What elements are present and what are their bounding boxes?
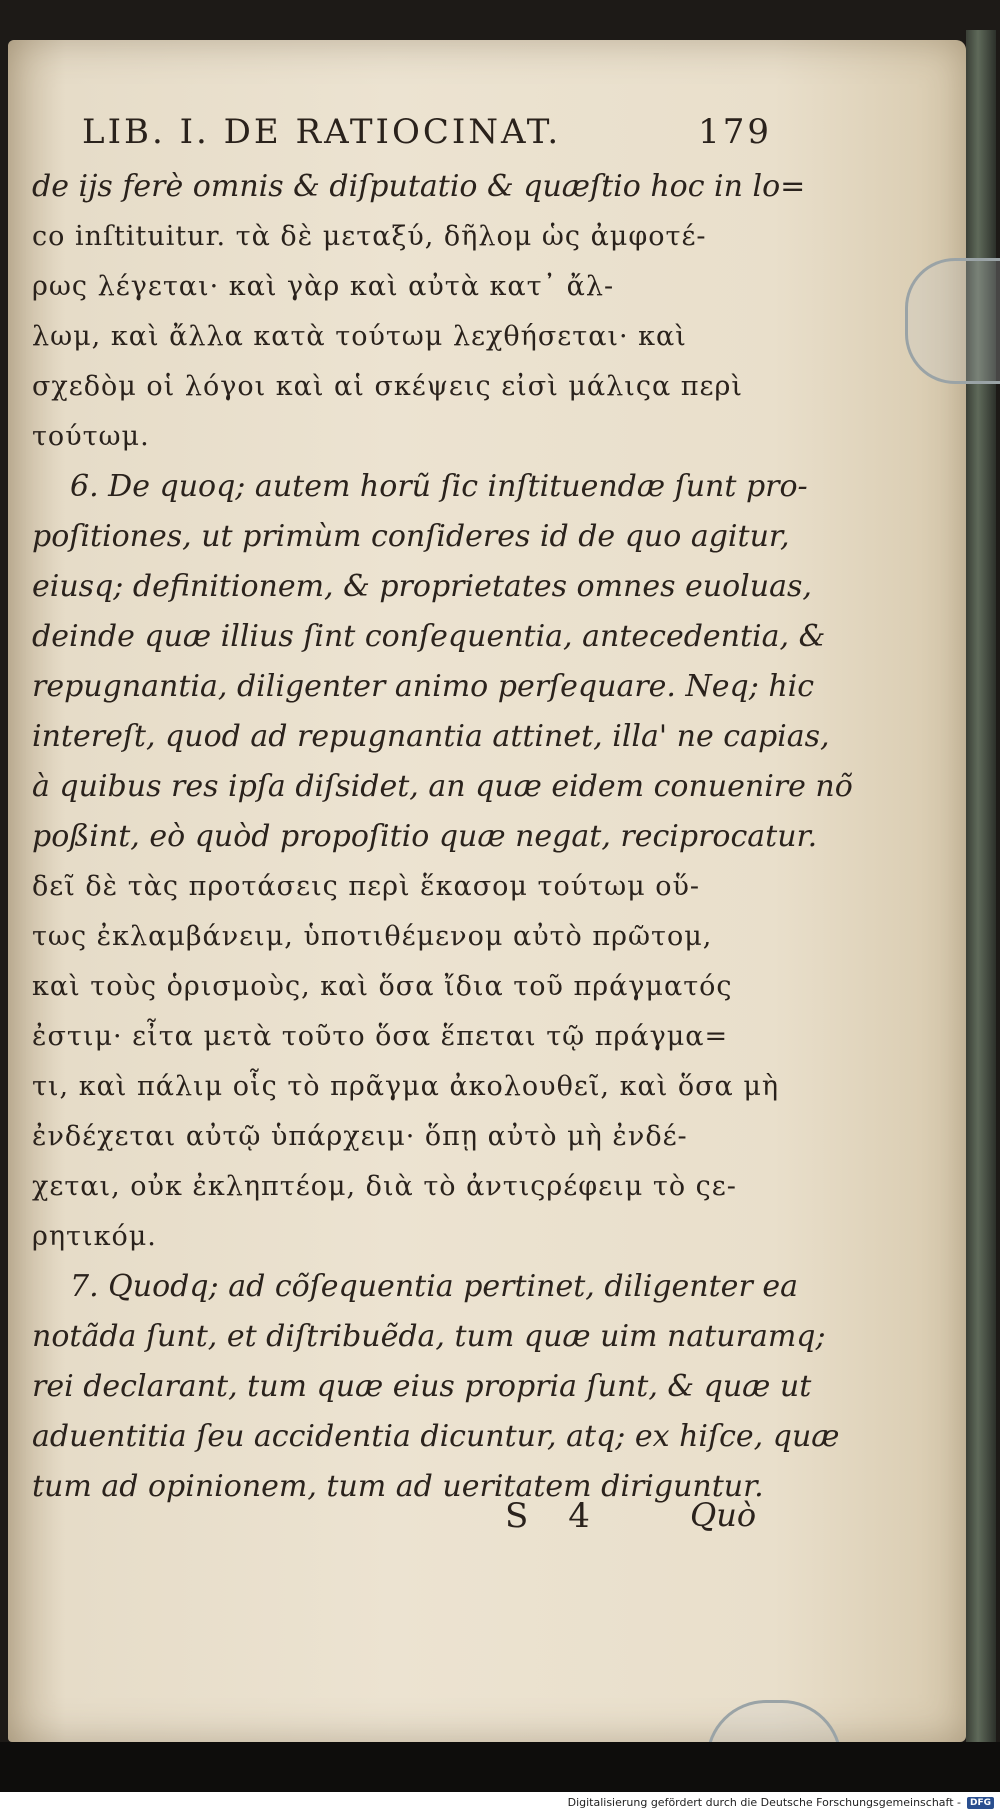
page-number: 179 [698,112,772,152]
text-line: 6. De quoq; autem horũ ſic inſtituendæ ſunt pro- [70,469,808,504]
text-line: τούτωμ. [32,421,150,452]
text-line: rei declarant, tum quæ eius propria ſunt, & quæ ut [32,1369,812,1404]
text-line: ἐνδέχεται αὐτῷ ὑπάρχειμ· ὅπῃ αὐτὸ μὴ ἐνδέ- [32,1121,688,1152]
text-line: σχεδὸμ οἱ λόγοι καὶ αἱ σκέψεις εἰσὶ μάλιςα περὶ [32,371,743,402]
text-line: ρητικόμ. [32,1221,157,1252]
text-line: τως ἐκλαμβάνειμ, ὑποτιθέμενομ αὐτὸ πρῶτομ, [32,921,713,952]
running-header [82,112,772,158]
text-line: repugnantia, diligenter animo perſequare. Neq; hic [32,669,815,704]
digitization-footer [0,1792,1000,1813]
text-line: poßint, eò quòd propoſitio quæ negat, reciprocatur. [32,819,818,854]
text-line: 7. Quodq; ad cõſequentia pertinet, diligenter ea [70,1269,798,1304]
text-line: co inſtituitur. τὰ δὲ μεταξύ, δῆλομ ὡς ἀμφοτέ- [32,221,707,252]
text-line: χεται, οὐκ ἐκληπτέομ, διὰ τὸ ἀντιςρέφειμ τὸ ςε- [32,1171,737,1202]
text-line: poſitiones, ut primùm conſideres id de quo agitur, [32,519,790,554]
text-line: καὶ τοὺς ὁρισμοὺς, καὶ ὅσα ἴδια τοῦ πράγματός [32,971,733,1002]
text-line: aduentitia ſeu accidentia dicuntur, atq; ex hiſce, quæ [32,1419,840,1454]
text-line: λωμ, καὶ ἄλλα κατὰ τούτωμ λεχθήσεται· καὶ [32,321,687,352]
scan-bottom-border [0,1742,1000,1792]
text-line: ἐστιμ· εἶτα μετὰ τοῦτο ὅσα ἕπεται τῷ πράγμα= [32,1021,729,1052]
text-line: de ijs ferè omnis & diſputatio & quæſtio hoc in lo= [32,169,806,204]
dfg-logo-icon: DFG [967,1797,994,1809]
text-line: eiusq; definitionem, & proprietates omnes euoluas, [32,569,812,604]
text-line: tum ad opinionem, tum ad ueritatem diriguntur. [32,1469,764,1504]
text-line: deinde quæ illius ſint conſequentia, antecedentia, & [32,619,826,654]
text-line: notãda ſunt, et diſtribuẽda, tum quæ uim naturamq; [32,1319,826,1354]
text-line: intereſt, quod ad repugnantia attinet, illa' ne capias, [32,719,830,754]
text-line: δεῖ δὲ τὰς προτάσεις περὶ ἕκασομ τούτωμ οὕ- [32,871,701,902]
page-clip-top [905,258,1000,384]
page-text [32,112,853,1512]
text-line: τι, καὶ πάλιμ οἷς τὸ πρᾶγμα ἀκολουθεῖ, καὶ ὅσα μὴ [32,1071,780,1102]
signature-number: 4 [568,1496,590,1536]
text-line: ρως λέγεται· καὶ γὰρ καὶ αὐτὰ κατ᾽ ἄλ- [32,271,615,302]
catchword: Quò [690,1496,757,1534]
signature-letter: S [505,1496,529,1536]
header-title: LIB. I. DE RATIOCINAT. [82,112,562,152]
funding-notice: Digitalisierung gefördert durch die Deutsche Forschungsgemeinschaft - [567,1796,961,1809]
text-line: à quibus res ipſa diſsidet, an quæ eidem conuenire nõ [32,769,853,804]
signature-mark [505,1496,590,1536]
